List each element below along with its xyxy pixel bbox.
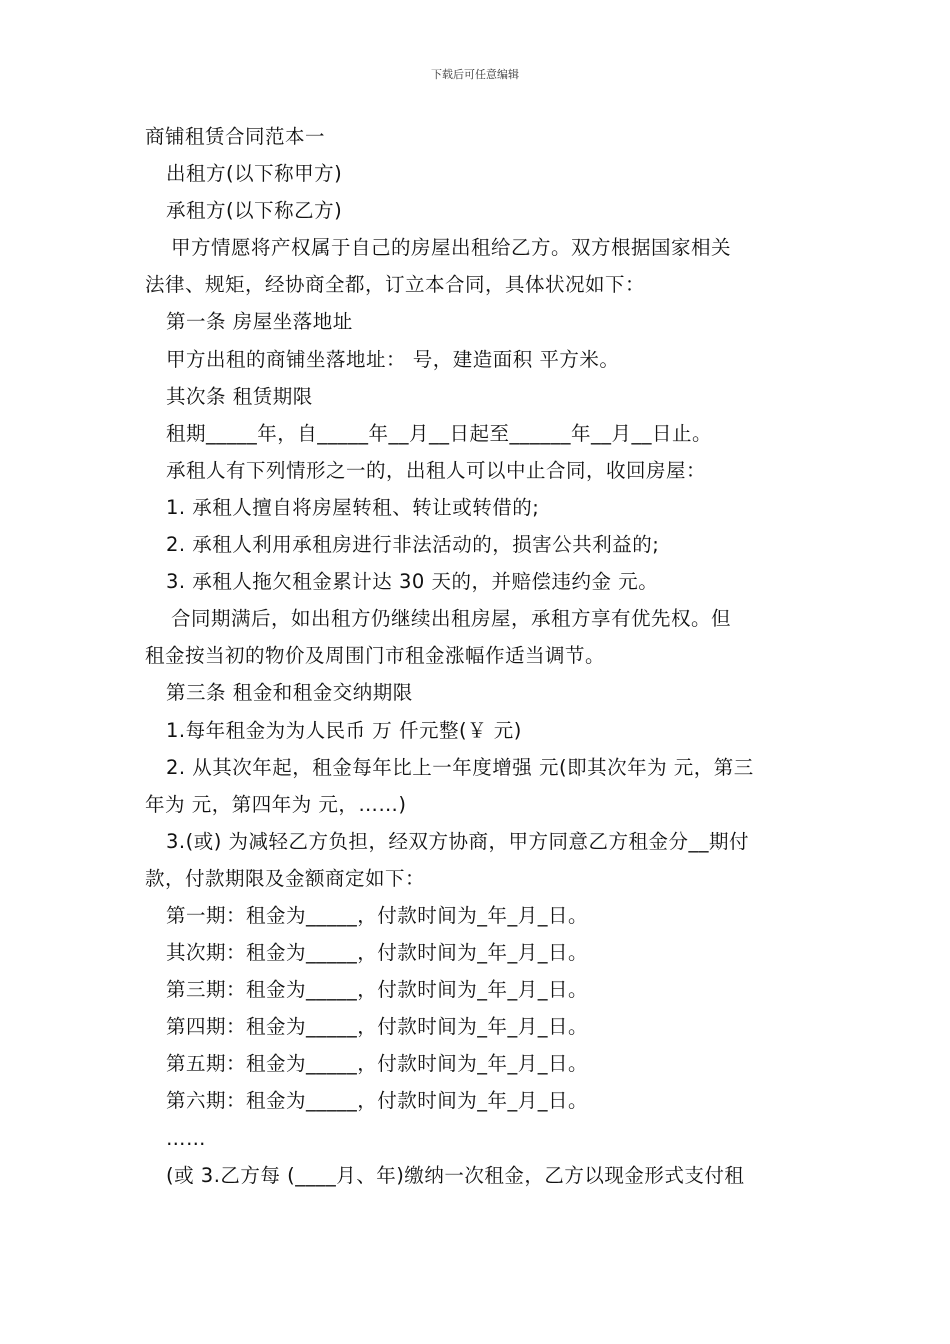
text-line: 承租人有下列情形之一的，出租人可以中止合同，收回房屋： [166,458,707,482]
text-line: 第一条 房屋坐落地址 [166,310,353,334]
text-line: 承租方(以下称乙方) [166,199,343,223]
text-line: 年为 元，第四年为 元，……) [145,792,407,816]
text-line: 款，付款期限及金额商定如下： [145,866,426,890]
text-line: 甲方情愿将产权属于自己的房屋出租给乙方。双方根据国家相关 [171,236,732,260]
text-line: 1. 承租人擅自将房屋转租、转让或转借的; [166,495,540,519]
text-line: …… [166,1126,206,1150]
text-line: 其次期：租金为_____，付款时间为_年_月_日。 [166,941,589,965]
text-line: (或 3.乙方每 (____月、年)缴纳一次租金，乙方以现金形式支付租 [166,1163,745,1187]
text-line: 第四期：租金为_____，付款时间为_年_月_日。 [166,1015,589,1039]
text-line: 合同期满后，如出租方仍继续出租房屋，承租方享有优先权。但 [171,607,732,631]
document-title: 商铺租赁合同范本一 [145,125,326,148]
text-line: 法律、规矩，经协商全都，订立本合同，具体状况如下： [145,273,646,297]
document-body [145,118,810,1194]
text-line: 第六期：租金为_____，付款时间为_年_月_日。 [166,1089,589,1113]
text-line: 出租方(以下称甲方) [166,162,343,186]
text-line: 第三期：租金为_____，付款时间为_年_月_日。 [166,978,589,1002]
text-line: 2. 承租人利用承租房进行非法活动的，损害公共利益的; [166,533,660,557]
text-line: 3.(或) 为减轻乙方负担，经双方协商，甲方同意乙方租金分__期付 [166,829,750,853]
text-line: 1.每年租金为为人民币 万 仟元整(￥ 元) [166,718,522,742]
text-line: 第三条 租金和租金交纳期限 [166,681,413,705]
text-line: 其次条 租赁期限 [166,384,313,408]
text-line: 租金按当初的物价及周围门市租金涨幅作适当调节。 [145,644,606,668]
page-header: 下载后可任意编辑 [431,68,519,81]
text-line: 第一期：租金为_____，付款时间为_年_月_日。 [166,903,589,927]
text-line: 第五期：租金为_____，付款时间为_年_月_日。 [166,1052,589,1076]
text-line: 3. 承租人拖欠租金累计达 30 天的，并赔偿违约金 元。 [166,570,659,594]
text-line: 租期_____年，自_____年__月__日起至______年__月__日止。 [166,421,713,445]
text-line: 2. 从其次年起，租金每年比上一年度增强 元(即其次年为 元，第三 [166,755,754,779]
text-line: 甲方出租的商铺坐落地址： 号，建造面积 平方米。 [166,347,620,371]
